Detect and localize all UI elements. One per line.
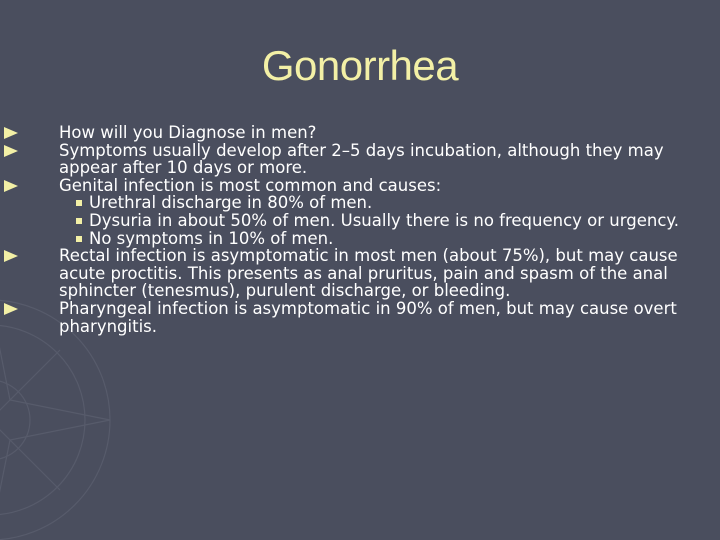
triangle-bullet-icon <box>4 180 18 192</box>
bullet-text: Genital infection is most common and causes: <box>59 175 442 195</box>
bullet-text: Dysuria in about 50% of men. Usually there is no frequency or urgency. <box>89 210 680 230</box>
square-bullet-icon <box>76 218 82 224</box>
bullet-item <box>59 300 699 335</box>
bullet-text: How will you Diagnose in men? <box>59 123 317 142</box>
sub-bullet-item <box>59 194 699 212</box>
sub-bullet-item <box>59 212 699 230</box>
triangle-bullet-icon <box>4 145 18 157</box>
bullet-text: Pharyngeal infection is asymptomatic in 90% of men, but may cause overt pharyngitis. <box>59 298 677 336</box>
bullet-item <box>59 177 699 195</box>
square-bullet-icon <box>76 200 82 206</box>
bullet-text: Rectal infection is asymptomatic in most men (about 75%), but may cause acute proctitis. This presents as anal pruritus, pain and spasm of the anal sphincter (tenesmus), purulent discharge, or bleeding. <box>59 246 678 301</box>
bullet-item <box>59 247 699 300</box>
bullet-item <box>59 124 699 142</box>
bullet-text: No symptoms in 10% of men. <box>89 228 334 248</box>
sub-bullet-item <box>59 230 699 248</box>
bullet-text: Symptoms usually develop after 2–5 days incubation, although they may appear after 10 days or more. <box>59 140 664 178</box>
bullet-item <box>59 142 699 177</box>
triangle-bullet-icon <box>4 303 18 315</box>
bullet-list <box>59 124 699 335</box>
slide-title: Gonorrhea <box>261 42 459 89</box>
square-bullet-icon <box>76 236 82 242</box>
triangle-bullet-icon <box>4 250 18 262</box>
triangle-bullet-icon <box>4 127 18 139</box>
bullet-text: Urethral discharge in 80% of men. <box>89 193 373 213</box>
